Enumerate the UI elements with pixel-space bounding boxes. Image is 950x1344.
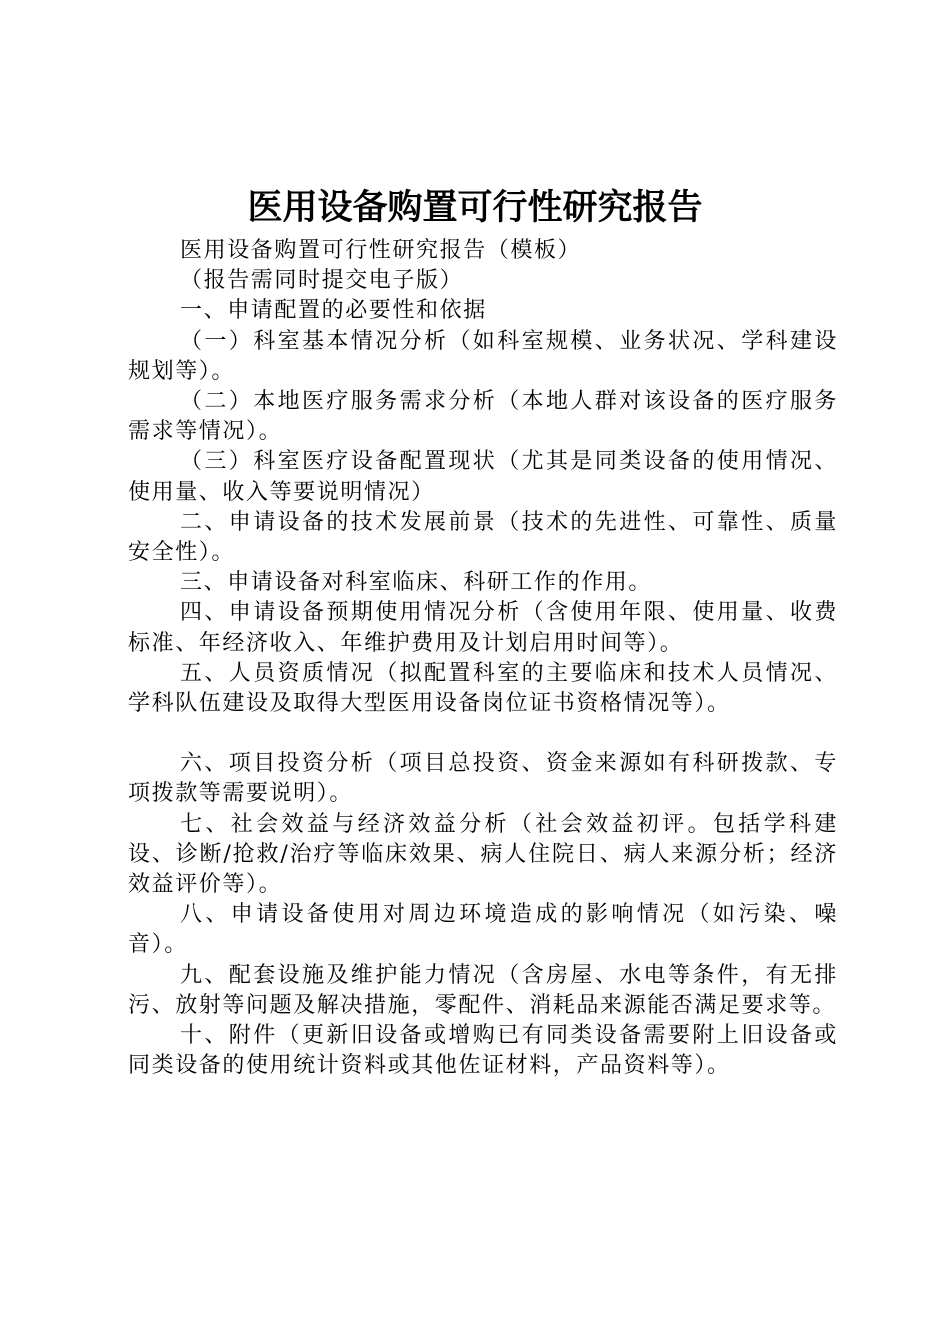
section-8: 八、申请设备使用对周边环境造成的影响情况（如污染、噪音）。 [128,902,838,958]
document-body [128,236,838,1081]
paragraph-subtitle: 医用设备购置可行性研究报告（模板） [180,238,582,263]
section-2: 二、申请设备的技术发展前景（技术的先进性、可靠性、质量安全性）。 [128,509,838,566]
section-6: 六、项目投资分析（项目总投资、资金来源如有科研拨款、专项拨款等需要说明）。 [128,751,838,807]
section-3: 三、申请设备对科室临床、科研工作的作用。 [180,570,653,596]
section-10: 十、附件（更新旧设备或增购已有同类设备需要附上旧设备或同类设备的使用统计资料或其他佐证材料，产品资料等）。 [128,1023,838,1079]
document-title: 医用设备购置可行性研究报告 [247,188,703,228]
section-7: 七、社会效益与经济效益分析（社会效益初评。包括学科建设、诊断/抢救/治疗等临床效果、病人住院日、病人来源分析；经济效益评价等）。 [128,811,838,898]
paragraph-note: （报告需同时提交电子版） [180,268,464,294]
section-5: 五、人员资质情况（拟配置科室的主要临床和技术人员情况、学科队伍建设及取得大型医用设备岗位证书资格情况等）。 [128,660,838,717]
subsection-1-1: （一）科室基本情况分析（如科室规模、业务状况、学科建设规划等）。 [128,328,838,384]
section-4: 四、申请设备预期使用情况分析（含使用年限、使用量、收费标准、年经济收入、年维护费用及计划启用时间等）。 [128,600,838,656]
subsection-1-2: （二）本地医疗服务需求分析（本地人群对该设备的医疗服务需求等情况）。 [128,389,838,445]
section-heading-1: 一、申请配置的必要性和依据 [180,298,487,324]
section-9: 九、配套设施及维护能力情况（含房屋、水电等条件，有无排污、放射等问题及解决措施，零配件、消耗品来源能否满足要求等。 [128,962,838,1018]
subsection-1-3: （三）科室医疗设备配置现状（尤其是同类设备的使用情况、使用量、收入等要说明情况） [128,449,838,505]
